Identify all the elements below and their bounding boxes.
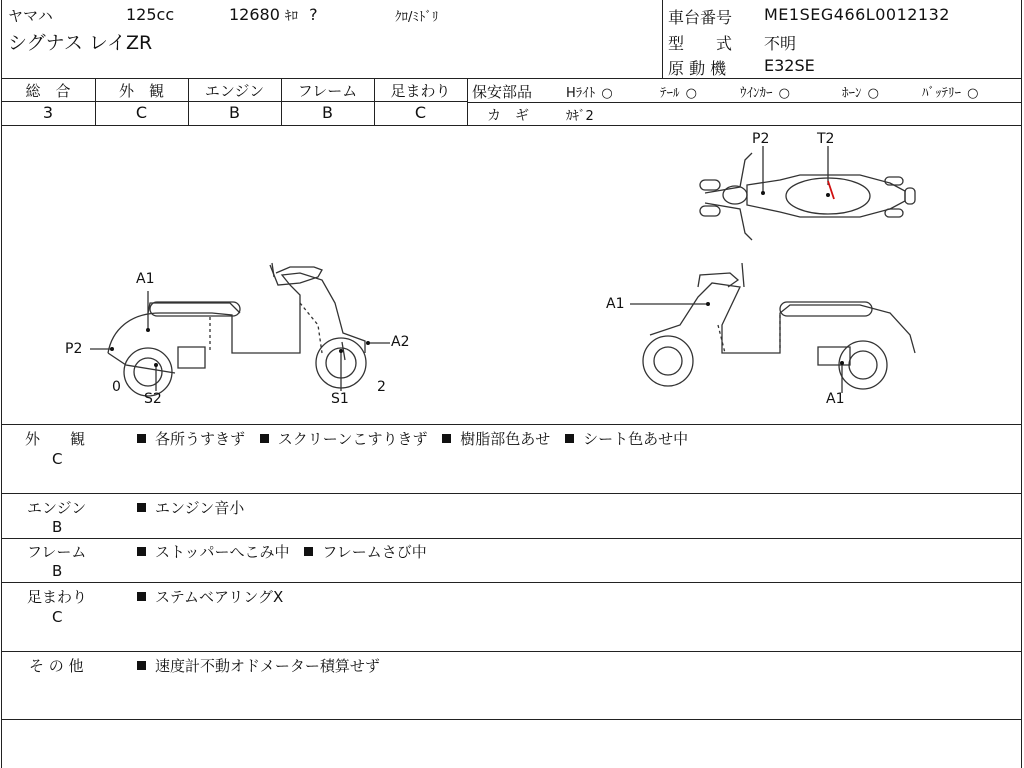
note-items-other xyxy=(137,655,390,676)
bullet-square-icon xyxy=(304,547,313,556)
note-grade-suspension: C xyxy=(52,608,63,626)
notes-divider-3 xyxy=(1,582,1022,583)
note-category-suspension: 足まわり xyxy=(27,588,88,606)
note-item xyxy=(137,586,283,607)
mileage-note: ? xyxy=(309,5,318,24)
frame-no-label: 車台番号 xyxy=(668,8,733,27)
engine-value: E32SE xyxy=(764,56,815,75)
note-grade-exterior: C xyxy=(52,450,63,468)
note-category-other: そ の 他 xyxy=(29,657,84,675)
note-item xyxy=(137,497,244,518)
bullet-square-icon xyxy=(137,547,146,556)
note-text: エンジン音小 xyxy=(155,499,245,517)
note-items-engine xyxy=(137,497,254,518)
displacement: 125cc xyxy=(126,5,175,24)
engine-label: 原 動 機 xyxy=(668,59,727,78)
note-text: 各所うすきず xyxy=(155,430,246,448)
note-items-suspension xyxy=(137,586,293,607)
label-left-2: 2 xyxy=(377,379,386,395)
note-text: スクリーンこすりきず xyxy=(277,430,428,448)
grade-value-frame: B xyxy=(322,103,333,122)
note-category-exterior: 外 観 xyxy=(25,430,86,448)
frame-no: ME1SEG466L0012132 xyxy=(764,5,950,24)
grade-label-overall: 総 合 xyxy=(25,82,71,100)
note-text: ストッパーへこみ中 xyxy=(155,543,290,561)
label-right-a1-top: A1 xyxy=(606,296,625,312)
note-item xyxy=(565,428,688,449)
label-left-a2: A2 xyxy=(391,334,410,350)
grade-value-exterior: C xyxy=(135,103,148,122)
type-value: 不明 xyxy=(764,34,797,53)
grade-label-divider xyxy=(1,101,467,102)
notes-divider-4 xyxy=(1,651,1022,652)
safety-item-headlight xyxy=(566,82,613,101)
note-text: フレームさび中 xyxy=(322,543,427,561)
safety-divider xyxy=(467,102,1022,103)
note-text: 樹脂部色あせ xyxy=(460,430,551,448)
color: ｸﾛ/ﾐﾄﾞﾘ xyxy=(395,10,439,25)
safety-mark: ○ xyxy=(778,86,790,101)
note-item xyxy=(442,428,550,449)
grade-value-overall: 3 xyxy=(42,103,54,122)
label-left-p2: P2 xyxy=(65,341,83,357)
safety-mark: ○ xyxy=(967,86,979,101)
bullet-square-icon xyxy=(137,592,146,601)
safety-item-label: ｳｲﾝｶｰ xyxy=(740,86,773,101)
bullet-square-icon xyxy=(137,503,146,512)
label-left-s1: S1 xyxy=(331,391,349,407)
mileage-value: 12680 xyxy=(229,5,280,24)
safety-item-winker xyxy=(740,82,790,101)
grade-label-frame: フレーム xyxy=(297,82,358,100)
safety-item-label: Hﾗｲﾄ xyxy=(566,86,596,101)
note-item xyxy=(137,428,245,449)
label-top-t2: T2 xyxy=(817,131,835,147)
grade-value-suspension: C xyxy=(414,103,427,122)
model-name: シグナス レイZR xyxy=(8,32,153,54)
safety-item-horn xyxy=(842,82,879,101)
note-text: シート色あせ中 xyxy=(583,430,689,448)
note-item xyxy=(137,655,380,676)
label-left-a1: A1 xyxy=(136,271,155,287)
note-items-frame xyxy=(137,541,437,562)
note-text: ステムベアリングX xyxy=(155,588,284,606)
bullet-square-icon xyxy=(565,434,574,443)
note-grade-frame: B xyxy=(52,562,63,580)
grade-col-divider-5 xyxy=(467,78,468,125)
scooter-right-view xyxy=(643,263,915,389)
note-category-frame: フレーム xyxy=(27,543,87,561)
safety-mark: ○ xyxy=(601,86,613,101)
note-item xyxy=(304,541,426,562)
label-left-s2: S2 xyxy=(144,391,162,407)
bullet-square-icon xyxy=(260,434,269,443)
mileage xyxy=(229,5,318,24)
label-top-p2: P2 xyxy=(752,131,770,147)
notes-divider-1 xyxy=(1,493,1022,494)
label-left-0: 0 xyxy=(112,379,121,395)
header-divider xyxy=(1,78,1022,79)
maker: ヤマハ xyxy=(8,7,53,25)
safety-item-battery xyxy=(922,82,978,101)
scooter-top-view xyxy=(700,146,915,240)
safety-item-label: ﾊﾞｯﾃﾘｰ xyxy=(922,86,961,101)
note-text: 速度計不動オドメーター積算せず xyxy=(155,657,380,675)
grade-label-suspension: 足まわり xyxy=(390,82,451,100)
safety-mark: ○ xyxy=(685,86,697,101)
note-item xyxy=(137,541,290,562)
safety-label: 保安部品 xyxy=(472,83,533,101)
key-value: ｶｷﾞ2 xyxy=(566,109,594,124)
safety-item-tail xyxy=(660,82,697,101)
key-label: カ ギ xyxy=(487,108,529,124)
safety-item-label: ﾃｰﾙ xyxy=(660,86,680,101)
safety-mark: ○ xyxy=(867,86,879,101)
note-item xyxy=(260,428,428,449)
mileage-unit: ｷﾛ xyxy=(285,9,298,24)
notes-divider-5 xyxy=(1,719,1022,720)
grade-value-engine: B xyxy=(229,103,240,122)
grade-label-exterior: 外 観 xyxy=(118,82,164,100)
bullet-square-icon xyxy=(137,434,146,443)
bullet-square-icon xyxy=(442,434,451,443)
note-grade-engine: B xyxy=(52,518,63,536)
note-items-exterior xyxy=(137,428,698,449)
notes-divider-2 xyxy=(1,538,1022,539)
bullet-square-icon xyxy=(137,661,146,670)
label-right-a1-bottom: A1 xyxy=(826,391,845,407)
note-category-engine: エンジン xyxy=(27,499,87,517)
type-label: 型 式 xyxy=(668,34,733,53)
safety-item-label: ﾎｰﾝ xyxy=(842,86,862,101)
header-vertical-divider xyxy=(662,0,663,78)
grade-label-engine: エンジン xyxy=(204,82,265,100)
